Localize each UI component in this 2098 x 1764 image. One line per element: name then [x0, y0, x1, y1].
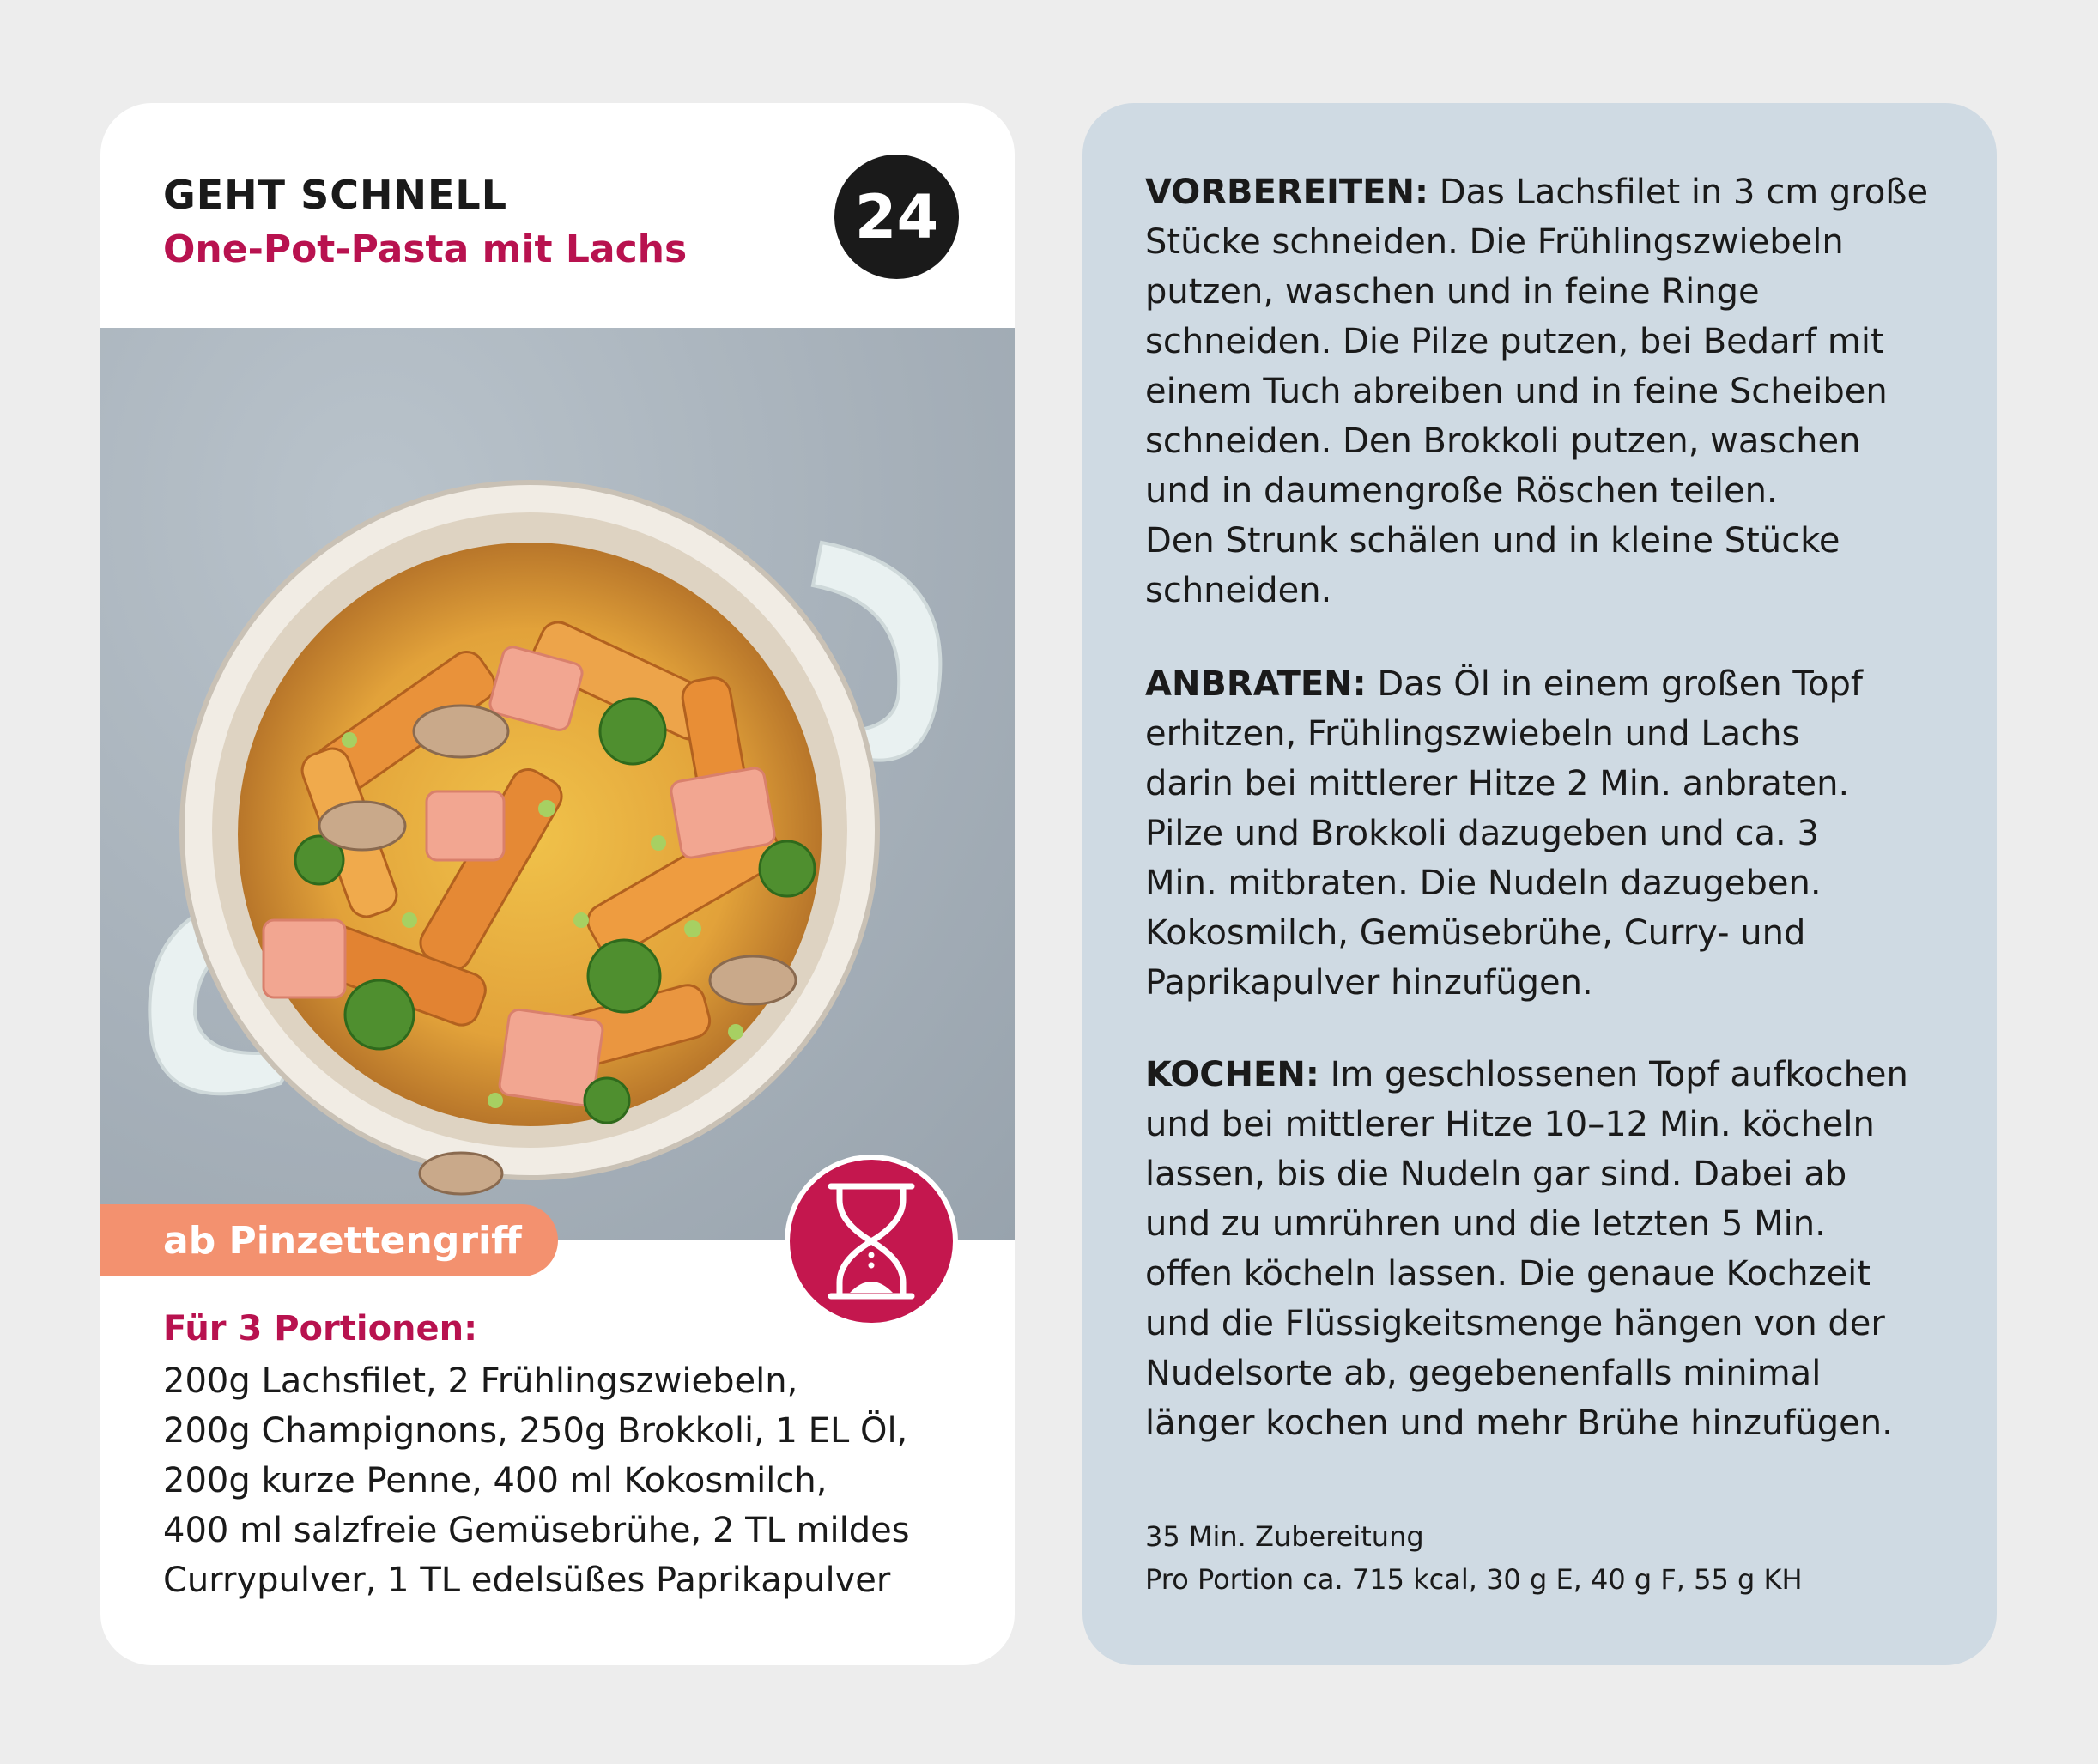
step-text-line: putzen, waschen und in feine Ringe: [1145, 272, 1760, 312]
step-text-line: Das Öl in einem großen Topf: [1377, 664, 1863, 704]
category-label: GEHT SCHNELL: [163, 172, 508, 218]
step-text-line: einem Tuch abreiben und in feine Scheiben: [1145, 372, 1888, 411]
ingredient-line: 400 ml salzfreie Gemüsebrühe, 2 TL mildes: [163, 1511, 910, 1550]
step-text-line: Das Lachsfilet in 3 cm große: [1439, 173, 1929, 212]
step-text-line: und die Flüssigkeitsmenge hängen von der: [1145, 1304, 1885, 1343]
prep-time: 35 Min. Zubereitung: [1145, 1520, 1424, 1553]
ingredient-line: 200g kurze Penne, 400 ml Kokosmilch,: [163, 1461, 828, 1500]
step-text-line: schneiden.: [1145, 571, 1332, 610]
step-text-line: Paprikapulver hinzufügen.: [1145, 963, 1593, 1003]
step-text-line: Nudelsorte ab, gegebenenfalls minimal: [1145, 1354, 1822, 1393]
step-text-line: schneiden. Die Pilze putzen, bei Bedarf mit: [1145, 322, 1884, 361]
step-text-line: Min. mitbraten. Die Nudeln dazugeben.: [1145, 864, 1822, 903]
step-text-line: Den Strunk schälen und in kleine Stücke: [1145, 521, 1840, 561]
card-number-badge: 24: [834, 155, 959, 279]
portions-title: Für 3 Portionen:: [163, 1309, 478, 1349]
step-prepare: [1145, 167, 1961, 615]
skill-tag: ab Pinzettengriff: [100, 1204, 558, 1276]
step-text-line: und zu umrühren und die letzten 5 Min.: [1145, 1204, 1826, 1244]
step-text-line: Stücke schneiden. Die Frühlingszwiebeln: [1145, 222, 1844, 262]
step-text-line: und bei mittlerer Hitze 10–12 Min. köcheln: [1145, 1105, 1875, 1144]
step-text-line: lassen, bis die Nudeln gar sind. Dabei ab: [1145, 1155, 1847, 1194]
step-label: ANBRATEN:: [1145, 664, 1367, 704]
step-label: VORBEREITEN:: [1145, 173, 1428, 212]
step-fry: [1145, 659, 1961, 1008]
step-text-line: erhitzen, Frühlingszwiebeln und Lachs: [1145, 714, 1800, 754]
step-text-line: und in daumengroße Röschen teilen.: [1145, 471, 1778, 511]
step-text-line: darin bei mittlerer Hitze 2 Min. anbraten.: [1145, 764, 1850, 803]
ingredients-list: [163, 1356, 987, 1605]
hourglass-badge: [785, 1155, 958, 1328]
nutrition-info: Pro Portion ca. 715 kcal, 30 g E, 40 g F, 55 g KH: [1145, 1563, 1803, 1596]
step-text-line: Kokosmilch, Gemüsebrühe, Curry- und: [1145, 913, 1806, 953]
ingredient-line: 200g Champignons, 250g Brokkoli, 1 EL Öl,: [163, 1411, 908, 1451]
recipe-card-back: [1082, 103, 1997, 1665]
step-label: KOCHEN:: [1145, 1055, 1319, 1094]
ingredient-line: Currypulver, 1 TL edelsüßes Paprikapulver: [163, 1561, 891, 1600]
step-text-line: Pilze und Brokkoli dazugeben und ca. 3: [1145, 814, 1819, 853]
recipe-card-front: [100, 103, 1015, 1665]
step-text-line: schneiden. Den Brokkoli putzen, waschen: [1145, 421, 1861, 461]
recipe-photo: [100, 328, 1015, 1240]
hourglass-icon: [824, 1181, 919, 1301]
step-text-line: Im geschlossenen Topf aufkochen: [1330, 1055, 1908, 1094]
step-text-line: offen köcheln lassen. Die genaue Kochzeit: [1145, 1254, 1871, 1294]
step-cook: [1145, 1050, 1961, 1448]
recipe-title: One-Pot-Pasta mit Lachs: [163, 227, 688, 271]
recipe-footer: [1145, 1515, 1961, 1601]
step-text-line: länger kochen und mehr Brühe hinzufügen.: [1145, 1403, 1893, 1443]
ingredient-line: 200g Lachsfilet, 2 Frühlingszwiebeln,: [163, 1361, 798, 1401]
